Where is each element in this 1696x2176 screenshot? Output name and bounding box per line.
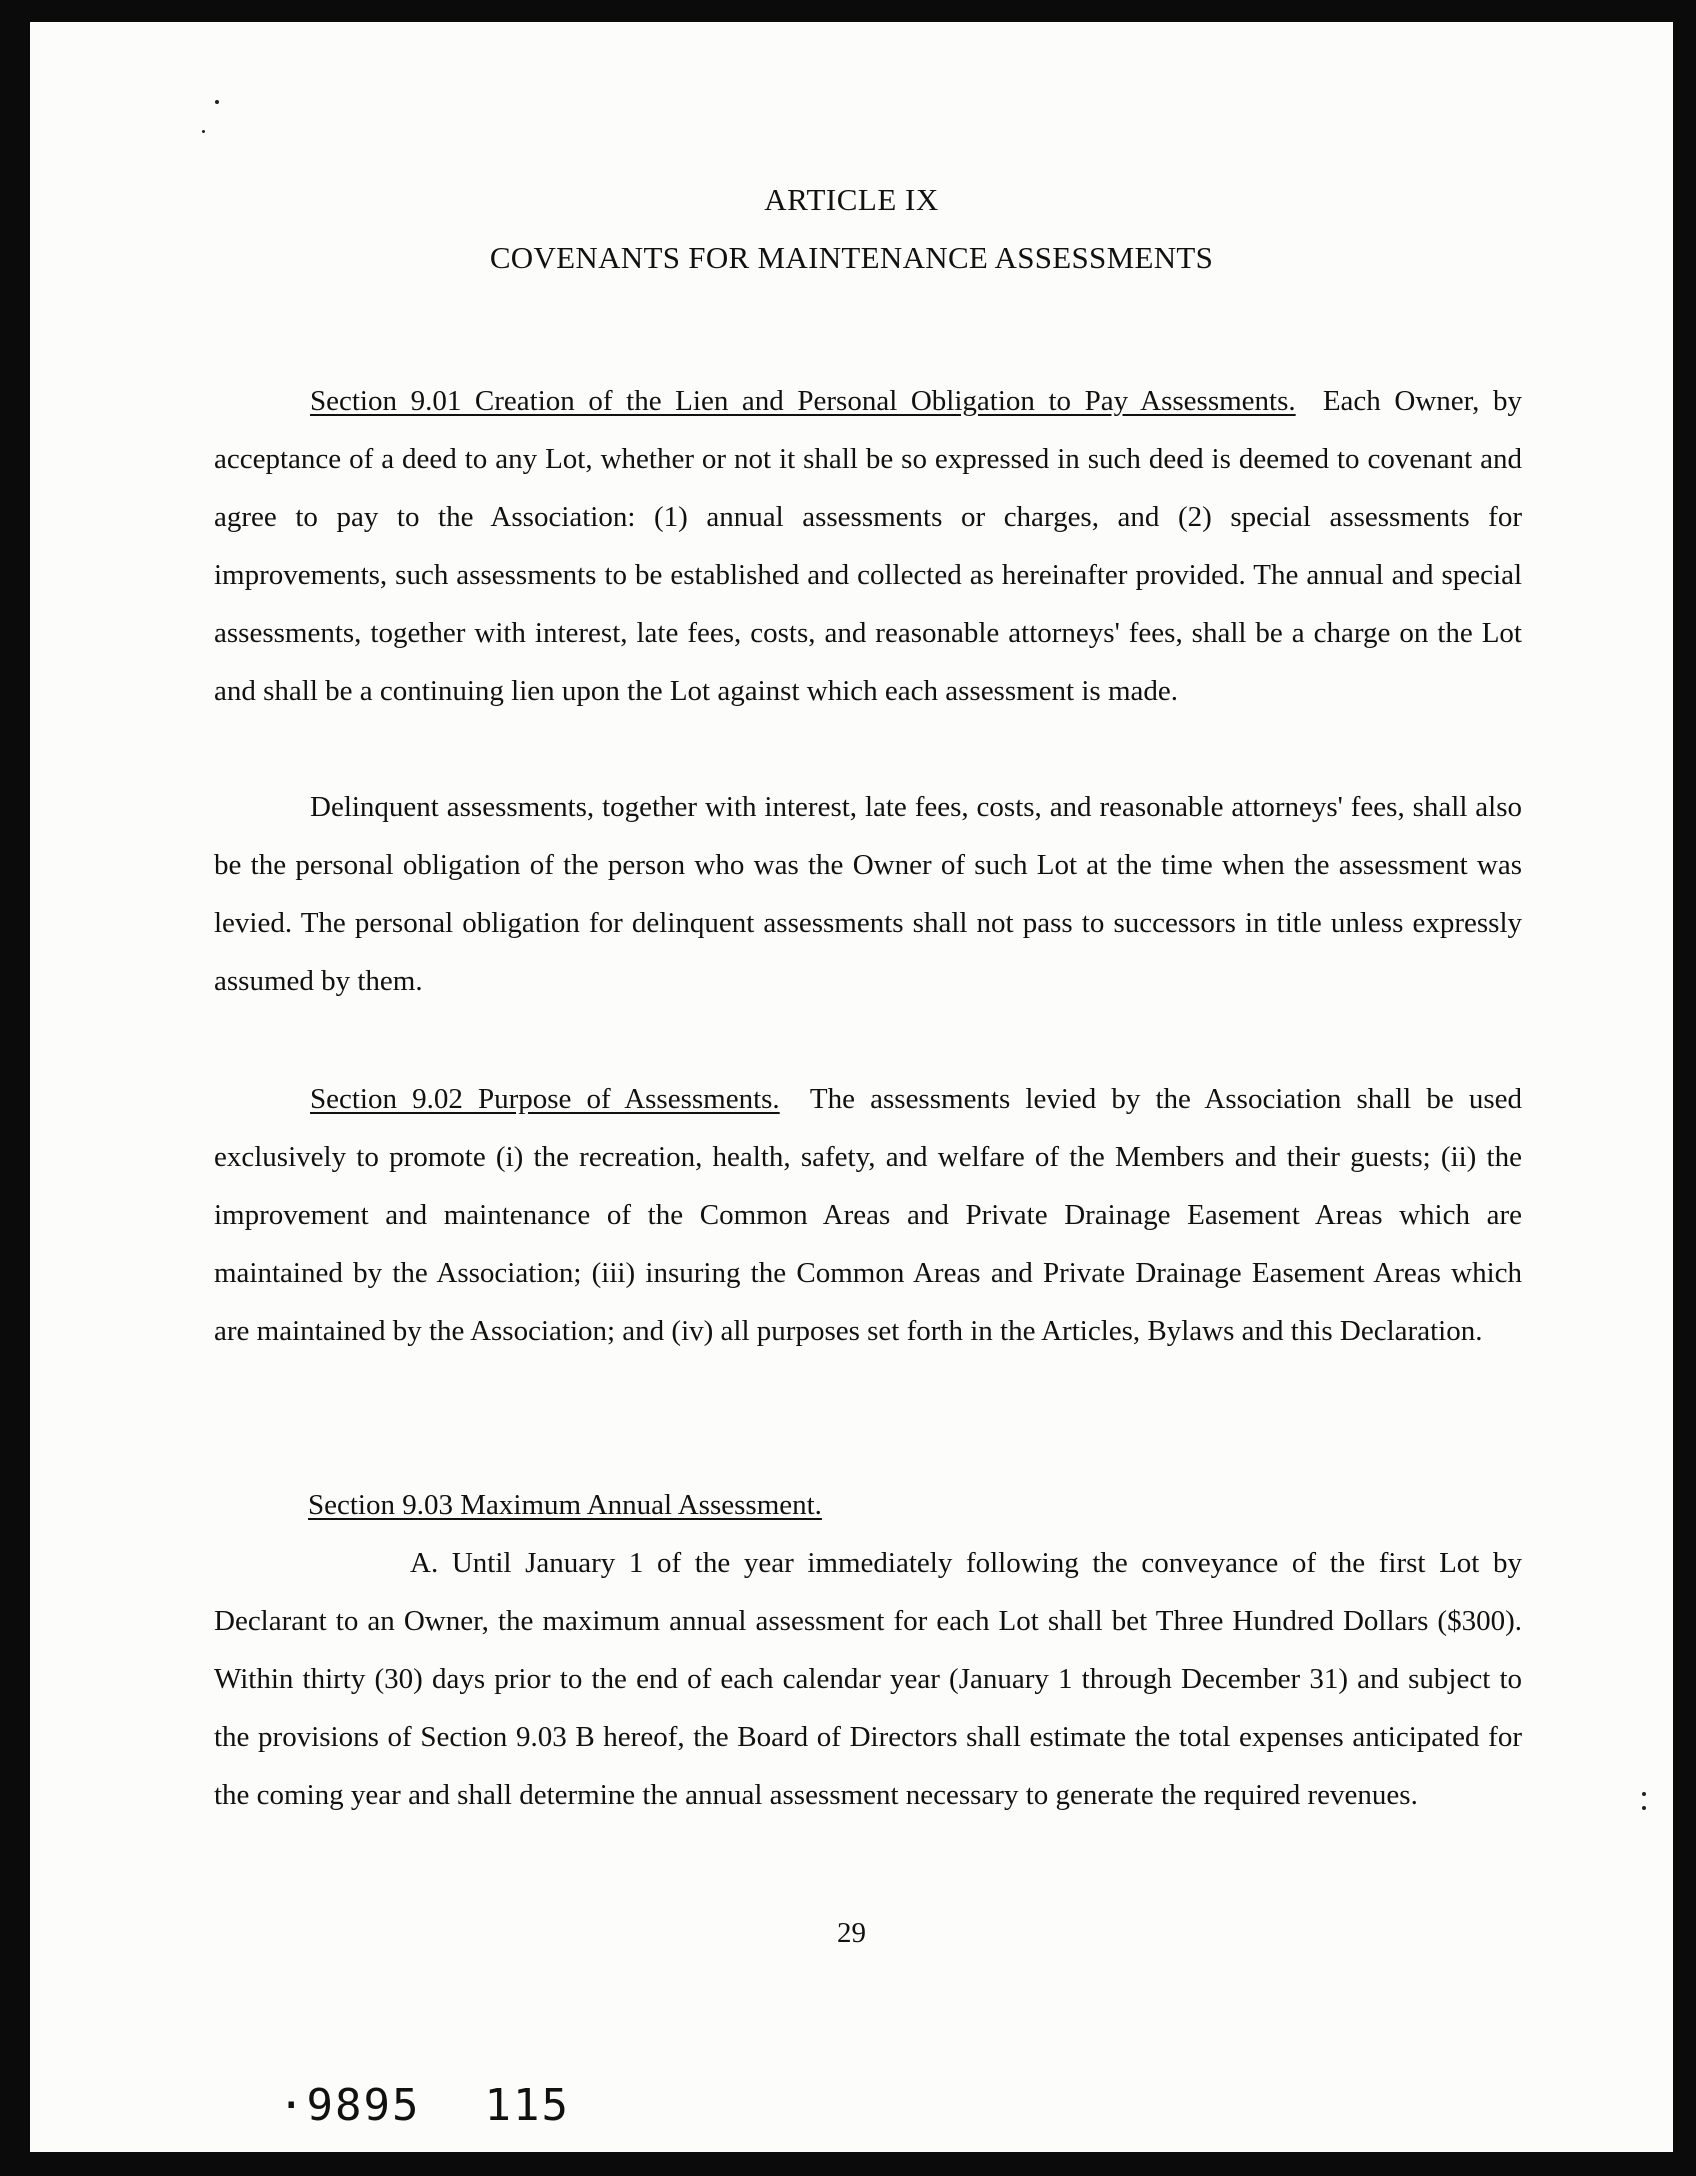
section-9-01-paragraph-2 (214, 778, 1522, 1010)
document-page (30, 22, 1673, 2152)
scan-speck (1642, 1792, 1646, 1796)
scan-speck (215, 100, 219, 104)
section-9-02-heading: Section 9.02 Purpose of Assessments. (310, 1083, 780, 1115)
section-9-02-paragraph (214, 1070, 1522, 1360)
section-9-01-paragraph-1 (214, 372, 1522, 720)
section-9-01-body-2: Delinquent assessments, together with interest, late fees, costs, and reasonable attorneys' fees, shall also be the personal obligation of the person who was the Owner of such Lot at the time when the assessment was levied. The personal obligation for delinquent assessments shall not pass to successors in title unless expressly assumed by them. (214, 791, 1522, 997)
stamp-page-number: 115 (484, 2080, 570, 2131)
section-9-01-body-1: Each Owner, by acceptance of a deed to any Lot, whether or not it shall be so expressed in such deed is deemed to covenant and agree to pay to the Association: (1) annual assessments or charges, and (2) special assessments for improvements, such assessments to be established and collected as hereinafter provided. The annual and special assessments, together with interest, late fees, costs, and reasonable attorneys' fees, shall be a charge on the Lot and shall be a continuing lien upon the Lot against which each assessment is made. (214, 385, 1523, 707)
section-9-03-body: A. Until January 1 of the year immediately following the conveyance of the first Lot by Declarant to an Owner, the maximum annual assessment for each Lot shall bet Three Hundred Dollars ($300). Within thirty (30) days prior to the end of each calendar year (January 1 through December 31) and subject to the provisions of Section 9.03 B hereof, the Board of Directors shall estimate the total expenses anticipated for the coming year and shall determine the annual assessment necessary to generate the required revenues. (214, 1547, 1522, 1811)
section-9-01-heading: Section 9.01 Creation of the Lien and Personal Obligation to Pay Assessments. (310, 385, 1296, 417)
article-number: ARTICLE IX (764, 182, 939, 217)
page-number: 29 (837, 1917, 866, 1949)
section-9-03-paragraph (214, 1534, 1522, 1824)
recording-stamp: ·9895 115 (278, 2080, 570, 2131)
section-9-03-heading: Section 9.03 Maximum Annual Assessment. (308, 1489, 822, 1521)
scan-speck (202, 130, 205, 133)
scan-speck (1642, 1806, 1646, 1810)
section-9-02-body: The assessments levied by the Association shall be used exclusively to promote (i) the recreation, health, safety, and welfare of the Members and their guests; (ii) the improvement and maintenance of the Common Areas and Private Drainage Easement Areas which are maintained by the Association; (iii) insuring the Common Areas and Private Drainage Easement Areas which are maintained by the Association; and (iv) all purposes set forth in the Articles, Bylaws and this Declaration. (214, 1083, 1522, 1347)
article-title: COVENANTS FOR MAINTENANCE ASSESSMENTS (489, 240, 1214, 275)
stamp-book-number: 9895 (306, 2080, 421, 2131)
